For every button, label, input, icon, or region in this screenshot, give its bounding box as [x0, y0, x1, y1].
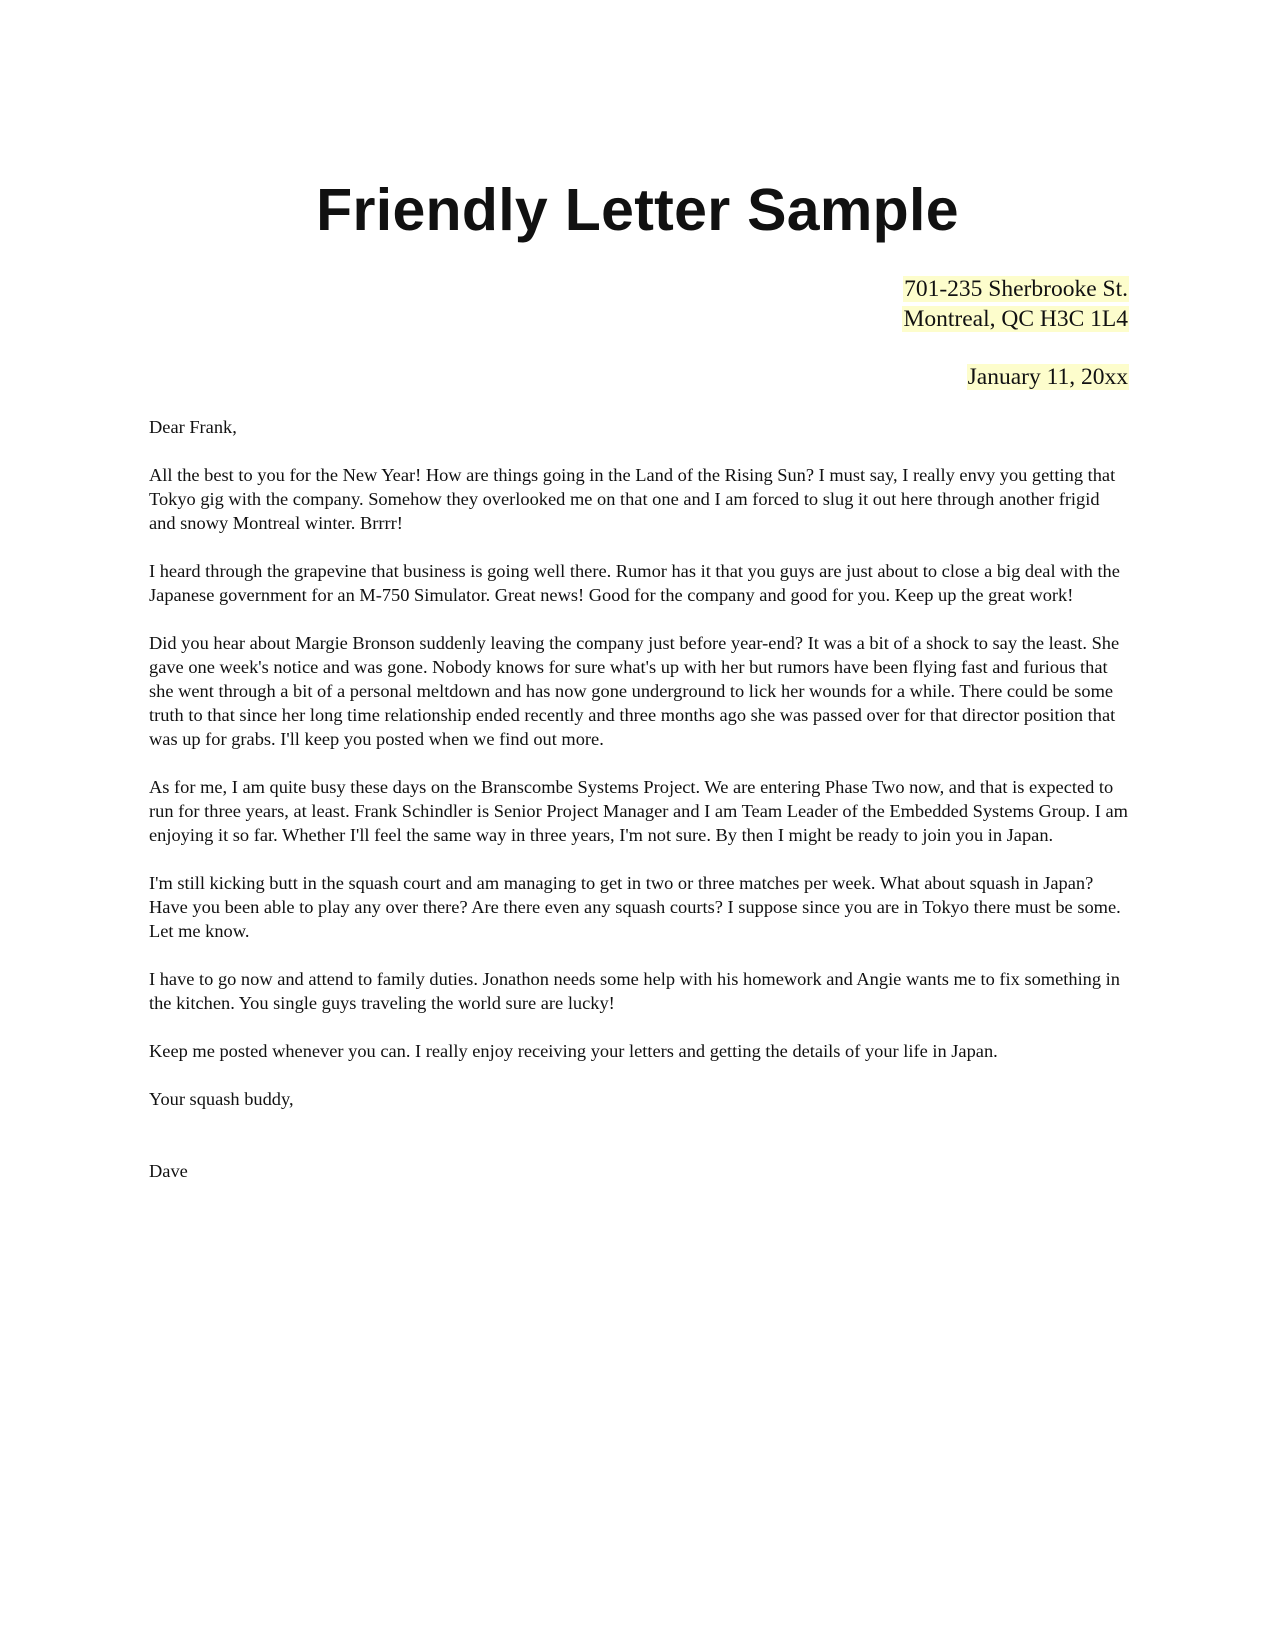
address-line-2-text: Montreal, QC H3C 1L4 — [903, 306, 1128, 332]
paragraph: I heard through the grapevine that business is going well there. Rumor has it that you guys are just about to close a big deal with the Japanese government for an M-750 Simulator. Great news! Good for the company and good for you. Keep up the great work! — [149, 561, 1120, 605]
letter-body — [149, 415, 1129, 1207]
paragraph: I have to go now and attend to family duties. Jonathon needs some help with his homework and Angie wants me to fix something in the kitchen. You single guys traveling the world sure are lucky! — [149, 969, 1120, 1013]
sender-address — [902, 274, 1129, 334]
closing: Your squash buddy, — [149, 1089, 294, 1109]
letter-date-text: January 11, 20xx — [967, 364, 1128, 390]
paragraph: Did you hear about Margie Bronson suddenly leaving the company just before year-end? It was a bit of a shock to say the least. She gave one week's notice and was gone. Nobody knows for sure what's up with her but rumors have been flying fast and furious that she went through a bit of a personal meltdown and has now gone underground to lick her wounds for a while. There could be some truth to that since her long time relationship ended recently and three months ago she was passed over for that director position that was up for grabs. I'll keep you posted when we find out more. — [149, 633, 1120, 749]
address-line-2 — [902, 304, 1129, 334]
paragraph: I'm still kicking butt in the squash court and am managing to get in two or three matches per week. What about squash in Japan? Have you been able to play any over there? Are there even any squash courts? I suppose since you are in Tokyo there must be some. Let me know. — [149, 873, 1121, 941]
address-line-1 — [902, 274, 1129, 304]
page-title: Friendly Letter Sample — [316, 177, 959, 243]
letter-date — [967, 362, 1129, 392]
paragraph: Keep me posted whenever you can. I really enjoy receiving your letters and getting the details of your life in Japan. — [149, 1041, 998, 1061]
paragraph: All the best to you for the New Year! How are things going in the Land of the Rising Sun? I must say, I really envy you getting that Tokyo gig with the company. Somehow they overlooked me on that one and I am forced to slug it out here through another frigid and snowy Montreal winter. Brrrr! — [149, 465, 1116, 533]
paragraph: As for me, I am quite busy these days on the Branscombe Systems Project. We are entering Phase Two now, and that is expected to run for three years, at least. Frank Schindler is Senior Project Manager and I am Team Leader of the Embedded Systems Group. I am enjoying it so far. Whether I'll feel the same way in three years, I'm not sure. By then I might be ready to join you in Japan. — [149, 777, 1128, 845]
address-line-1-text: 701-235 Sherbrooke St. — [904, 276, 1128, 302]
signature: Dave — [149, 1161, 188, 1181]
salutation: Dear Frank, — [149, 417, 237, 437]
